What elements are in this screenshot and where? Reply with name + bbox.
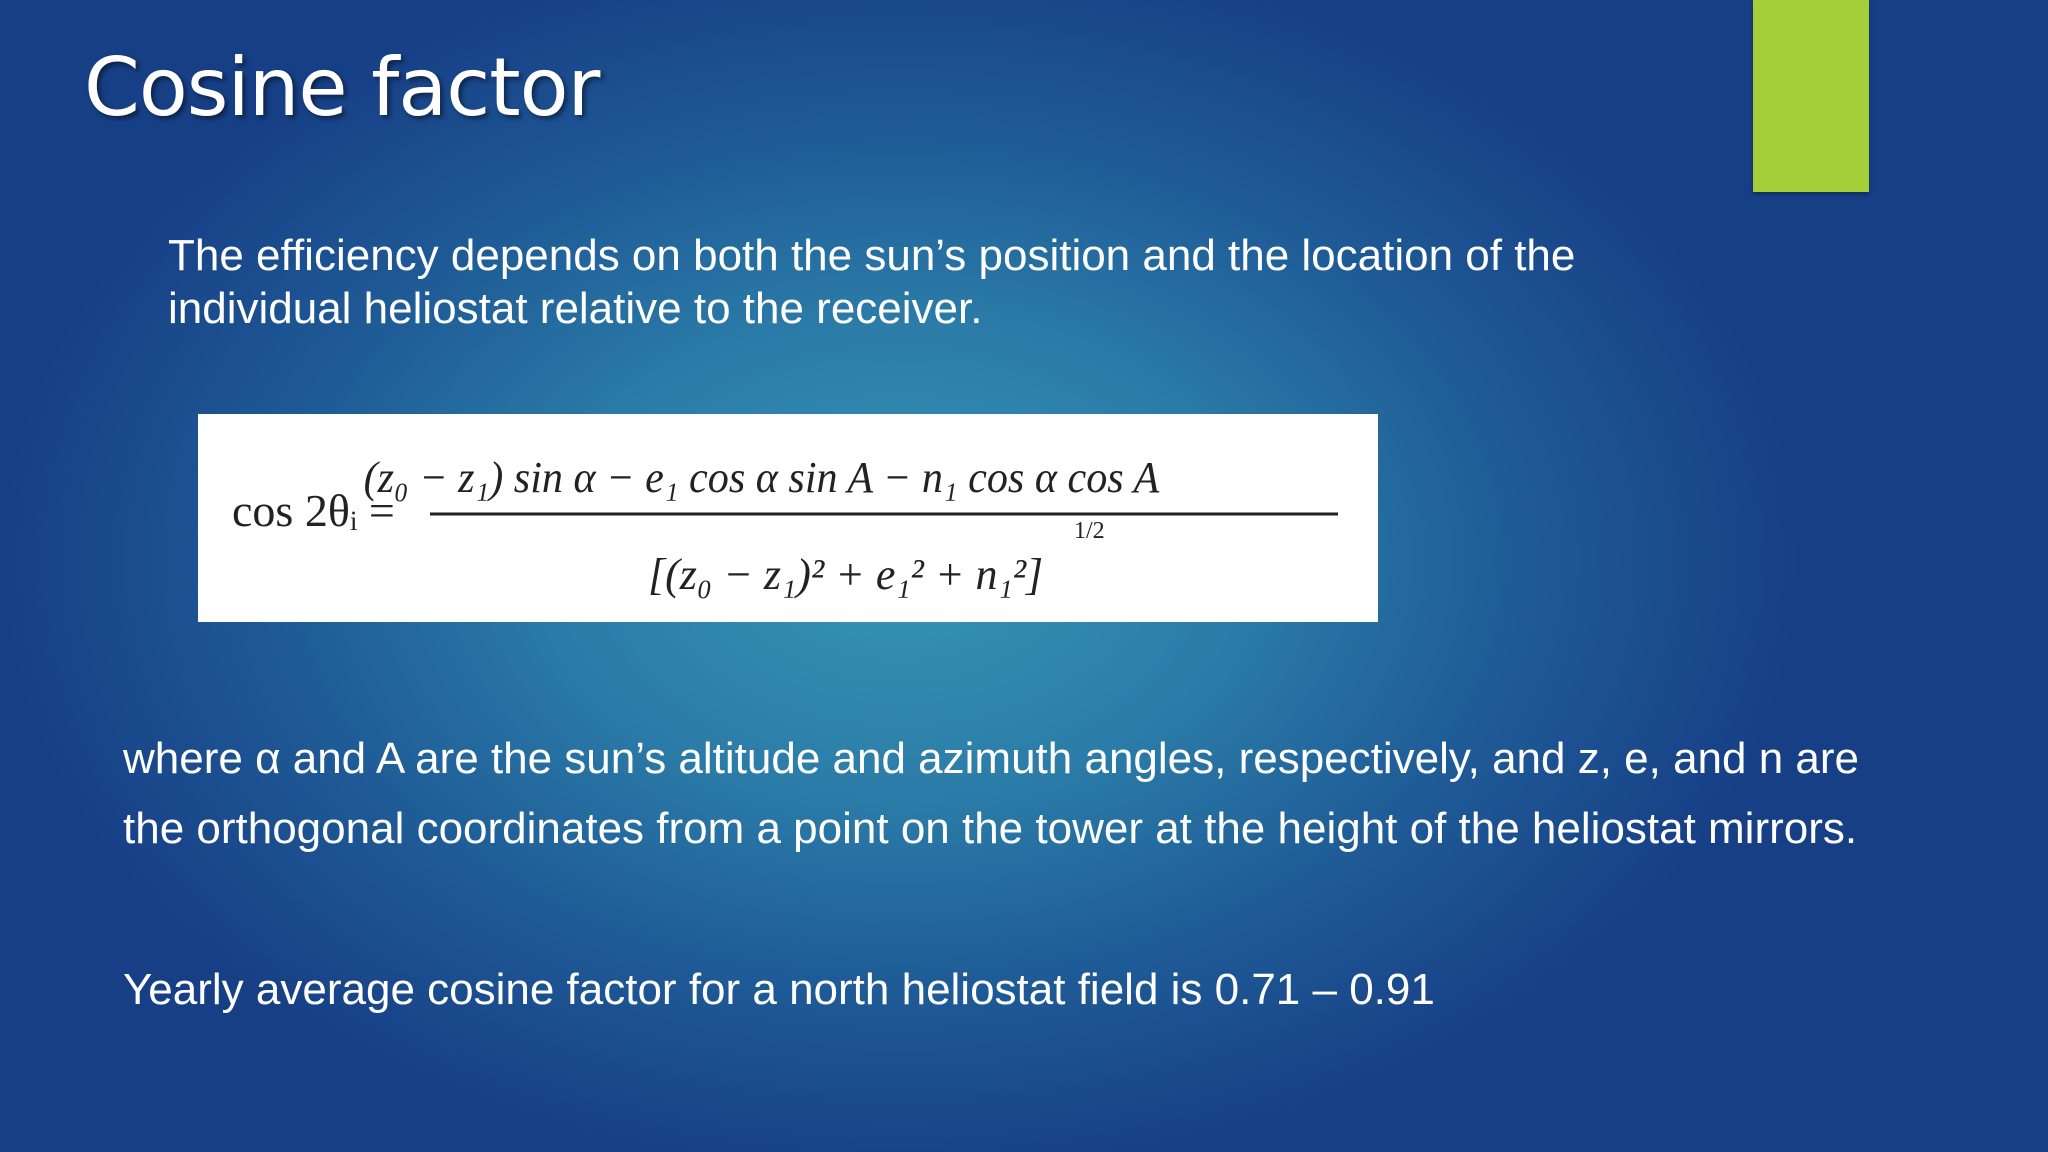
- formula-lhs: cos 2θᵢ =: [232, 485, 395, 536]
- formula-numerator: (z₀ − z₁) sin α − e₁ cos α sin A − n₁ cos α cos A: [363, 454, 1160, 503]
- formula-exponent: 1/2: [1074, 518, 1105, 544]
- accent-bar: [1753, 0, 1869, 192]
- cosine-formula: [198, 414, 1378, 622]
- slide-title: Cosine factor: [84, 41, 600, 134]
- intro-text: The efficiency depends on both the sun’s position and the location of the individual heliostat relative to the receiver.: [168, 231, 1576, 333]
- formula-box: [198, 414, 1378, 622]
- explanation-text: where α and A are the sun’s altitude and azimuth angles, respectively, and z, e, and n are the orthogonal coordinates from a point on the tower at the height of the heliostat mirrors.: [123, 734, 1860, 853]
- formula-denominator: [(z₀ − z₁)² + e₁² + n₁²]: [648, 550, 1044, 599]
- summary-text: Yearly average cosine factor for a north heliostat field is 0.71 – 0.91: [123, 965, 1435, 1014]
